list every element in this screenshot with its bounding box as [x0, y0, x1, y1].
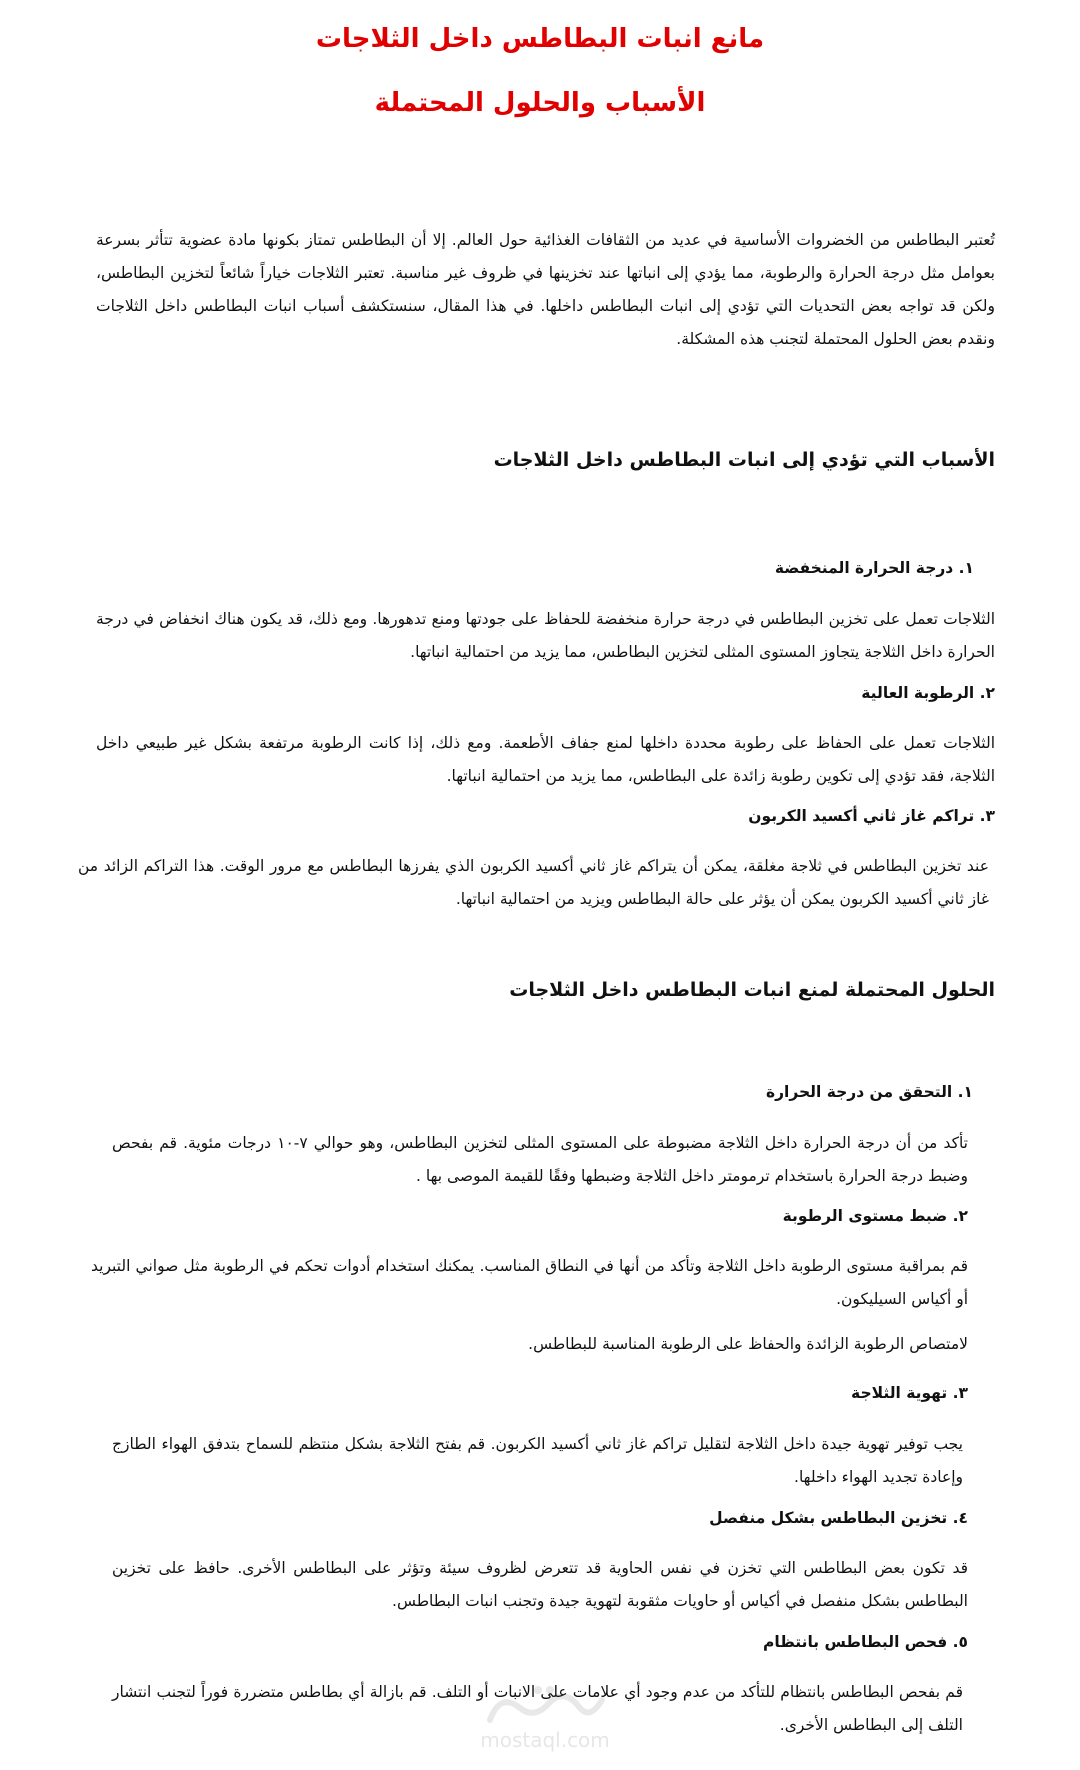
solution-3-heading: ٣. تهوية الثلاجة	[851, 1384, 968, 1402]
causes-heading: الأسباب التي تؤدي إلى انبات البطاطس داخل الثلاجات	[493, 449, 995, 471]
solution-5-text: قم بفحص البطاطس بانتظام للتأكد من عدم وجود أي علامات على الانبات أو التلف. قم بازالة أي بطاطس متضررة فوراً لتجنب انتشار التلف إلى البطاطس الأخرى.	[112, 1683, 963, 1734]
solution-4-heading: ٤. تخزين البطاطس بشكل منفصل	[709, 1509, 968, 1527]
solution-2-heading: ٢. ضبط مستوى الرطوبة	[782, 1207, 968, 1225]
cause-3-text: عند تخزين البطاطس في ثلاجة مغلقة، يمكن أن يتراكم غاز ثاني أكسيد الكربون الذي يفرزها البطاطس مع مرور الوقت. هذا التراكم الزائد من غاز ثاني أكسيد الكربون يمكن أن يؤثر على حالة البطاطس ويزيد من احتمالية انباتها.	[78, 857, 989, 908]
document-title: مانع انبات البطاطس داخل الثلاجات	[315, 24, 765, 54]
solution-5-heading: ٥. فحص البطاطس بانتظام	[763, 1633, 968, 1651]
solution-1-heading: ١. التحقق من درجة الحرارة	[765, 1083, 973, 1101]
watermark-url: mostaql.com	[480, 1728, 610, 1752]
cause-2-heading: ٢. الرطوبة العالية	[861, 684, 995, 702]
cause-2-text: الثلاجات تعمل على الحفاظ على رطوبة محددة داخلها لمنع جفاف الأطعمة. ومع ذلك، إذا كانت الرطوبة مرتفعة بشكل غير طبيعي داخل الثلاجة، فقد تؤدي إلى تكوين رطوبة زائدة على البطاطس، مما يزيد من احتمالية انباتها.	[96, 734, 995, 785]
solution-2-text: قم بمراقبة مستوى الرطوبة داخل الثلاجة وتأكد من أنها في النطاق المناسب. يمكنك استخدام أدوات تحكم في الرطوبة مثل صواني التبريد أو أكياس السيليكون.	[91, 1257, 968, 1308]
solution-2-text-continued: لامتصاص الرطوبة الزائدة والحفاظ على الرطوبة المناسبة للبطاطس.	[528, 1335, 968, 1353]
document-subtitle: الأسباب والحلول المحتملة	[374, 88, 706, 118]
solution-1-text: تأكد من أن درجة الحرارة داخل الثلاجة مضبوطة على المستوى المثلى لتخزين البطاطس، وهو حوالي ٧-١٠ درجات مئوية. قم بفحص وضبط درجة الحرارة باستخدام ترمومتر داخل الثلاجة وضبطها وفقًا للقيمة الموصى بها .	[112, 1134, 968, 1185]
solution-3-text: يجب توفير تهوية جيدة داخل الثلاجة لتقليل تراكم غاز ثاني أكسيد الكربون. قم بفتح الثلاجة بشكل منتظم للسماح بتدفق الهواء الطازج وإعادة تجديد الهواء داخلها.	[112, 1435, 963, 1486]
cause-1-heading: ١. درجة الحرارة المنخفضة	[774, 559, 974, 577]
intro-paragraph: تُعتبر البطاطس من الخضروات الأساسية في عديد من الثقافات الغذائية حول العالم. إلا أن البطاطس تمتاز بكونها مادة عضوية تتأثر بسرعة بعوامل مثل درجة الحرارة والرطوبة، مما يؤدي إلى انباتها عند تخزينها في ظروف غير مناسبة. تعتبر الثلاجات خياراً شائعاً لتخزين البطاطس، ولكن قد تواجه بعض التحديات التي تؤدي إلى انبات البطاطس داخلها. في هذا المقال، سنستكشف أسباب انبات البطاطس داخل الثلاجات ونقدم بعض الحلول المحتملة لتجنب هذه المشكلة.	[96, 231, 995, 348]
cause-3-heading: ٣. تراكم غاز ثاني أكسيد الكربون	[748, 807, 995, 825]
solution-4-text: قد تكون بعض البطاطس التي تخزن في نفس الحاوية قد تتعرض لظروف سيئة وتؤثر على البطاطس الأخرى. حافظ على تخزين البطاطس بشكل منفصل في أكياس أو حاويات مثقوبة لتهوية جيدة وتجنب انبات البطاطس.	[112, 1559, 968, 1610]
solutions-heading: الحلول المحتملة لمنع انبات البطاطس داخل الثلاجات	[509, 979, 995, 1001]
cause-1-text: الثلاجات تعمل على تخزين البطاطس في درجة حرارة منخفضة للحفاظ على جودتها ومنع تدهورها. ومع ذلك، قد يكون هناك انخفاض في درجة الحرارة داخل الثلاجة يتجاوز المستوى المثلى لتخزين البطاطس، مما يزيد من احتمالية انباتها.	[96, 610, 995, 661]
